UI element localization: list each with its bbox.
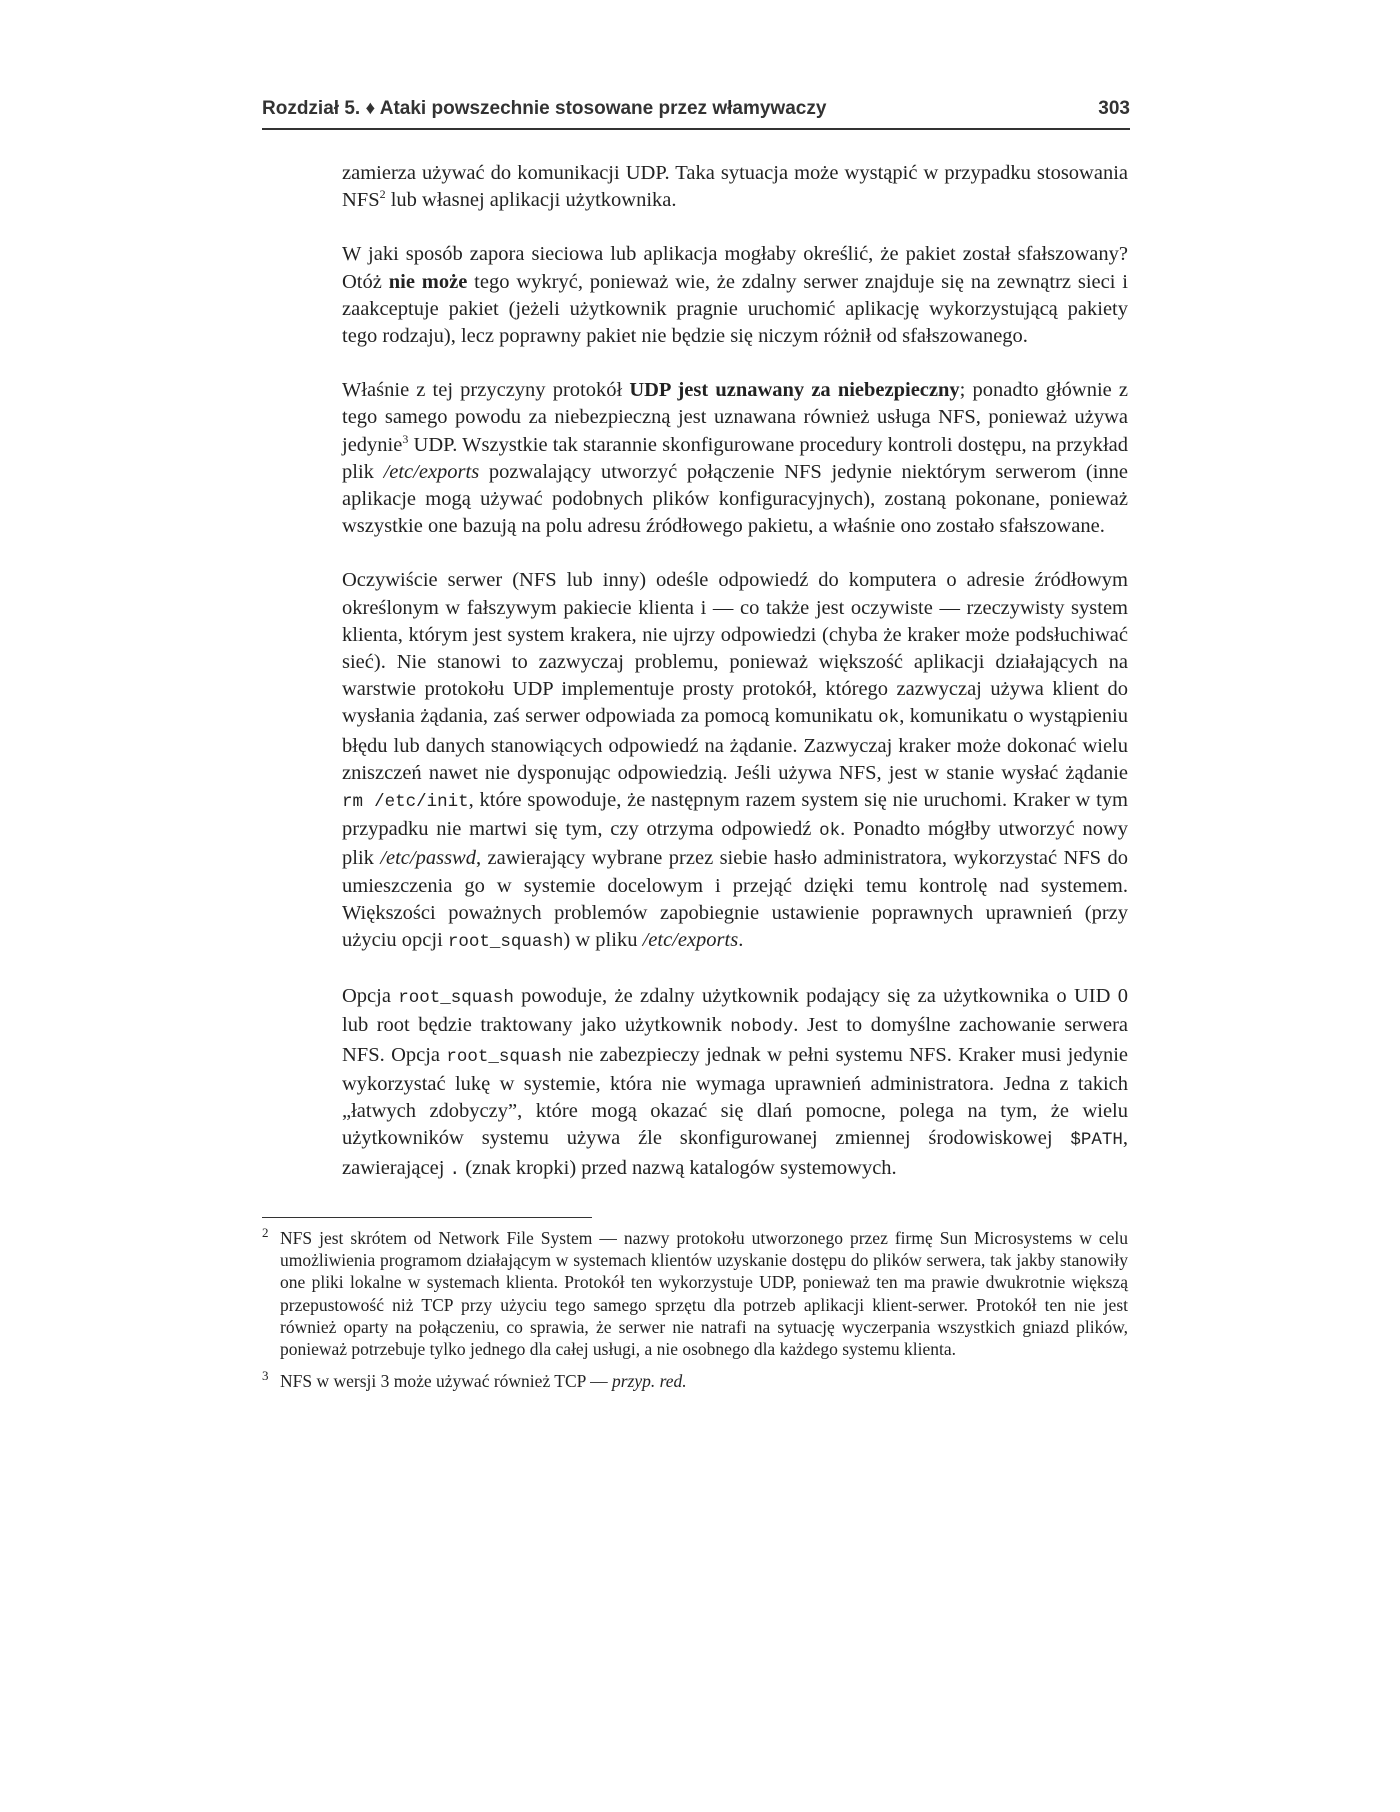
code-inline: ok — [819, 821, 841, 842]
text-run: lub własnej aplikacji użytkownika. — [385, 189, 677, 212]
text-run: UDP. Wszystkie tak starannie skonfigurowane procedury kontroli dostępu, na przykład plik — [342, 433, 1128, 483]
file-path: /etc/passwd — [380, 847, 476, 870]
chapter-label: Rozdział 5. — [262, 98, 361, 119]
footnote-3 — [262, 1370, 1128, 1392]
footnote-ref-3[interactable]: 3 — [402, 431, 409, 446]
paragraph-4 — [342, 567, 1128, 956]
bold-text: nie może — [388, 270, 468, 293]
file-path: /etc/exports — [642, 929, 739, 952]
file-path: /etc/exports — [383, 460, 480, 483]
text-run: zamierza używać do komunikacji UDP. Taka sytuacja może wystąpić w przypadku stosowania NFS — [342, 162, 1128, 212]
text-run: , zawierający wybrane przez siebie hasło administratora, wykorzystać NFS do umieszczenia go w systemie docelowym i przejąć dzięki temu kontrolę nad systemem. Większości poważnych problemów zapobiegnie ustawienie poprawnych uprawnień (przy użyciu opcji — [342, 847, 1128, 952]
text-run: . Jest to domyślne zachowanie serwera NFS. Opcja — [342, 1014, 1128, 1066]
text-run: powoduje, że zdalny użytkownik podający się za użytkownika o UID 0 lub root będzie traktowany jako użytkownik — [342, 985, 1128, 1037]
text-run: , które spowoduje, że następnym razem system się nie uruchomi. Kraker w tym przypadku nie martwi się tym, czy otrzyma odpowiedź — [342, 789, 1128, 841]
text-run: Opcja — [342, 985, 399, 1008]
footnote-italic: przyp. red. — [611, 1371, 687, 1392]
code-inline: ok — [878, 708, 900, 729]
code-inline: root_squash — [446, 1046, 562, 1067]
text-run: , komunikatu o wystąpieniu błędu lub danych stanowiących odpowiedź na żądanie. Zazwyczaj kraker może dokonać wielu zniszczeń nawet nie dysponując odpowiedzią. Jeśli używa NFS, jest w stanie wysłać żądanie — [342, 705, 1128, 784]
footnote-ref-2[interactable]: 2 — [379, 187, 386, 202]
body-text — [342, 160, 1128, 1211]
footnote-text: NFS w wersji 3 może używać również TCP — — [280, 1371, 612, 1392]
footnote-mark: 2 — [262, 1225, 269, 1240]
text-run: Oczywiście serwer (NFS lub inny) odeśle odpowiedź do komputera o adresie źródłowym określonym w fałszywym pakiecie klienta i — co także jest oczywiste — rzeczywisty system klienta, którym jest system krakera, nie ujrzy odpowiedzi (chyba że kraker może podsłuchiwać sieć). Nie stanowi to zazwyczaj problemu, ponieważ większość aplikacji działających na warstwie protokołu UDP implementuje prosty protokół, którego zazwyczaj używa klient do wysłania żądania, zaś serwer odpowiada za pomocą komunikatu — [342, 569, 1128, 728]
code-inline: rm /etc/init — [342, 792, 469, 813]
code-inline: $PATH — [1070, 1130, 1123, 1151]
text-run: tego wykryć, ponieważ wie, że zdalny serwer znajduje się na zewnątrz sieci i zaakceptuje pakiet (jeżeli użytkownik pragnie uruchomić aplikację wykorzystującą pakiety tego rodzaju), lecz poprawny pakiet nie będzie się niczym różnił od sfałszowanego. — [342, 270, 1128, 348]
text-run: . — [738, 929, 744, 952]
text-run: pozwalający utworzyć połączenie NFS jedynie niektórym serwerom (inne aplikacje mogą używać podobnych plików konfiguracyjnych), zostaną pokonane, ponieważ wszystkie one bazują na polu adresu źródłowego pakietu, a właśnie ono zostało sfałszowane. — [342, 460, 1128, 538]
code-inline: . — [449, 1159, 461, 1180]
footnote-divider — [262, 1217, 592, 1218]
paragraph-3 — [342, 377, 1128, 540]
code-inline: root_squash — [398, 988, 514, 1009]
text-run: nie zabezpieczy jednak w pełni systemu NFS. Kraker musi jedynie wykorzystać lukę w systemie, która nie wymaga uprawnień administratora. Jedna z takich „łatwych zdobyczy”, które mogą okazać się dlań pomocne, polega na tym, że wielu użytkowników systemu używa źle skonfigurowanej zmiennej środowiskowej — [342, 1043, 1128, 1150]
text-run: Właśnie z tej przyczyny protokół — [342, 379, 630, 402]
text-run: (znak kropki) przed nazwą katalogów systemowych. — [460, 1156, 897, 1179]
paragraph-1 — [342, 160, 1128, 214]
code-inline: root_squash — [447, 932, 564, 953]
footnote-2 — [262, 1227, 1128, 1360]
page-header — [262, 98, 1130, 130]
page-number: 303 — [1098, 98, 1130, 119]
chapter-title: Ataki powszechnie stosowane przez włamywaczy — [379, 98, 827, 119]
code-inline: nobody — [730, 1017, 794, 1038]
paragraph-5 — [342, 983, 1128, 1183]
text-run: , zawierającej — [342, 1127, 1128, 1179]
paragraph-2 — [342, 241, 1128, 350]
text-run: . Ponadto mógłby utworzyć nowy plik — [342, 818, 1128, 870]
text-run: ; ponadto głównie z tego samego powodu za niebezpieczną jest uznawana również usługa NFS, ponieważ używa jedynie — [342, 379, 1128, 456]
text-run: ) w pliku — [563, 929, 643, 952]
bold-text: UDP jest uznawany za niebezpieczny — [629, 379, 960, 402]
text-run: W jaki sposób zapora sieciowa lub aplikacja mogłaby określić, że pakiet został sfałszowany? Otóż — [342, 243, 1128, 293]
footnote-text: NFS jest skrótem od Network File System — nazwy protokołu utworzonego przez firmę Sun Microsystems w celu umożliwienia programom działającym w systemach klientów uzyskanie dostępu do plików serwera, tak jakby stanowiły one pliki lokalne w systemach klienta. Protokół ten wykorzystuje UDP, ponieważ ten ma prawie dwukrotnie większą przepustowość niż TCP przy użyciu tego samego sprzętu dla potrzeb aplikacji klient-serwer. Protokół ten nie jest również oparty na połączeniu, co sprawia, że serwer nie natrafi na sytuację wyczerpania wszystkich gniazd plików, ponieważ potrzebuje tylko jednego dla całej usługi, a nie osobnego dla każdego systemu klienta. — [280, 1228, 1128, 1360]
running-title — [262, 98, 826, 120]
footnote-mark: 3 — [262, 1368, 269, 1384]
footnotes — [262, 1227, 1128, 1402]
diamond-separator-icon: ♦ — [365, 98, 376, 119]
